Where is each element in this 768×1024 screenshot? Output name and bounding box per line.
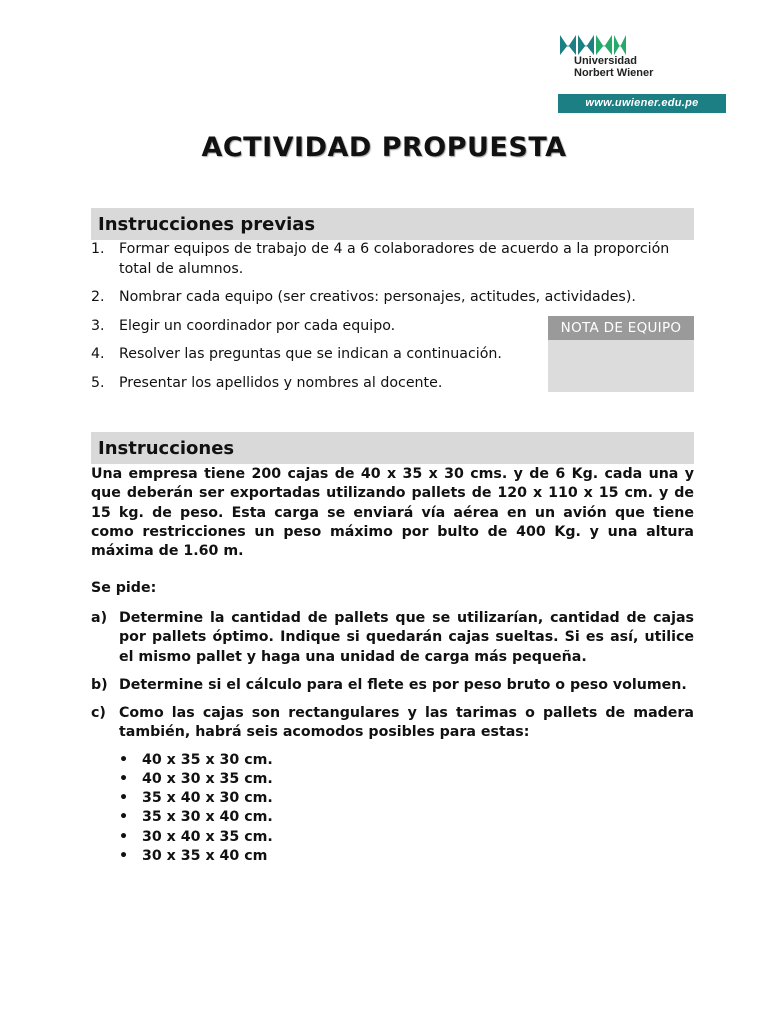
question-letter: c) — [91, 705, 106, 722]
arrangement-item: • 30 x 35 x 40 cm — [119, 847, 694, 866]
item-number: 5. — [91, 374, 105, 391]
arrangement-item: • 35 x 40 x 30 cm. — [119, 789, 694, 808]
question-text: Como las cajas son rectangulares y las tarimas o pallets de madera también, habrá seis acomodos posibles para estas: — [119, 705, 694, 741]
item-text: Resolver las preguntas que se indican a continuación. — [119, 346, 502, 362]
team-grade-label: NOTA DE EQUIPO — [548, 316, 694, 340]
section-heading-previas: Instrucciones previas — [91, 208, 694, 240]
list-item — [91, 374, 539, 394]
university-logo — [558, 33, 726, 113]
list-item — [91, 288, 694, 308]
question-letter: a) — [91, 610, 108, 626]
arrangements-list — [119, 751, 694, 866]
item-text: Nombrar cada equipo (ser creativos: personajes, actitudes, actividades). — [119, 289, 636, 305]
item-text: Elegir un coordinador por cada equipo. — [119, 317, 396, 334]
logo-line-2: Norbert Wiener — [574, 67, 654, 79]
item-number: 2. — [91, 289, 105, 305]
question-item — [91, 704, 694, 866]
arrangement-item: • 30 x 40 x 35 cm. — [119, 828, 694, 847]
questions-list — [91, 609, 694, 875]
item-text: Formar equipos de trabajo de 4 a 6 colaboradores de acuerdo a la proporción total de alumnos. — [119, 241, 670, 277]
item-number: 1. — [91, 241, 105, 257]
list-item — [91, 240, 694, 279]
problem-statement: Una empresa tiene 200 cajas de 40 x 35 x 30 cms. y de 6 Kg. cada una y que deberán ser exportadas utilizando pallets de 120 x 110 x 15 cm. y de 15 kg. de peso. Esta carga se enviará vía aérea en un avión que tiene como restricciones un peso máximo por bulto de 400 Kg. y una altura máxima de 1.60 m. — [91, 466, 694, 560]
se-pide-label: Se pide: — [91, 580, 157, 596]
logo-line-1: Universidad — [574, 55, 637, 67]
question-item — [91, 676, 694, 695]
question-item — [91, 609, 694, 667]
question-letter: b) — [91, 676, 108, 693]
page-title: ACTIVIDAD PROPUESTA — [201, 132, 567, 163]
logo-text — [574, 55, 653, 79]
item-number: 4. — [91, 346, 105, 362]
item-number: 3. — [91, 317, 105, 334]
logo-books-icon — [558, 33, 628, 57]
section-heading-instrucciones: Instrucciones — [91, 432, 694, 464]
arrangement-item: • 40 x 35 x 30 cm. — [119, 751, 694, 770]
arrangement-item: • 40 x 30 x 35 cm. — [119, 770, 694, 789]
item-text: Presentar los apellidos y nombres al docente. — [119, 374, 443, 391]
list-item — [91, 345, 539, 365]
arrangement-item: • 35 x 30 x 40 cm. — [119, 808, 694, 827]
question-text: Determine la cantidad de pallets que se utilizarían, cantidad de cajas por pallets óptimo. Indique si quedarán cajas sueltas. Si es así, utilice el mismo pallet y haga una unidad de carga más pequeña. — [119, 610, 694, 665]
question-text: Determine si el cálculo para el flete es por peso bruto o peso volumen. — [119, 676, 687, 693]
team-grade-box — [548, 316, 694, 392]
list-item — [91, 317, 539, 337]
logo-url: www.uwiener.edu.pe — [558, 94, 726, 113]
